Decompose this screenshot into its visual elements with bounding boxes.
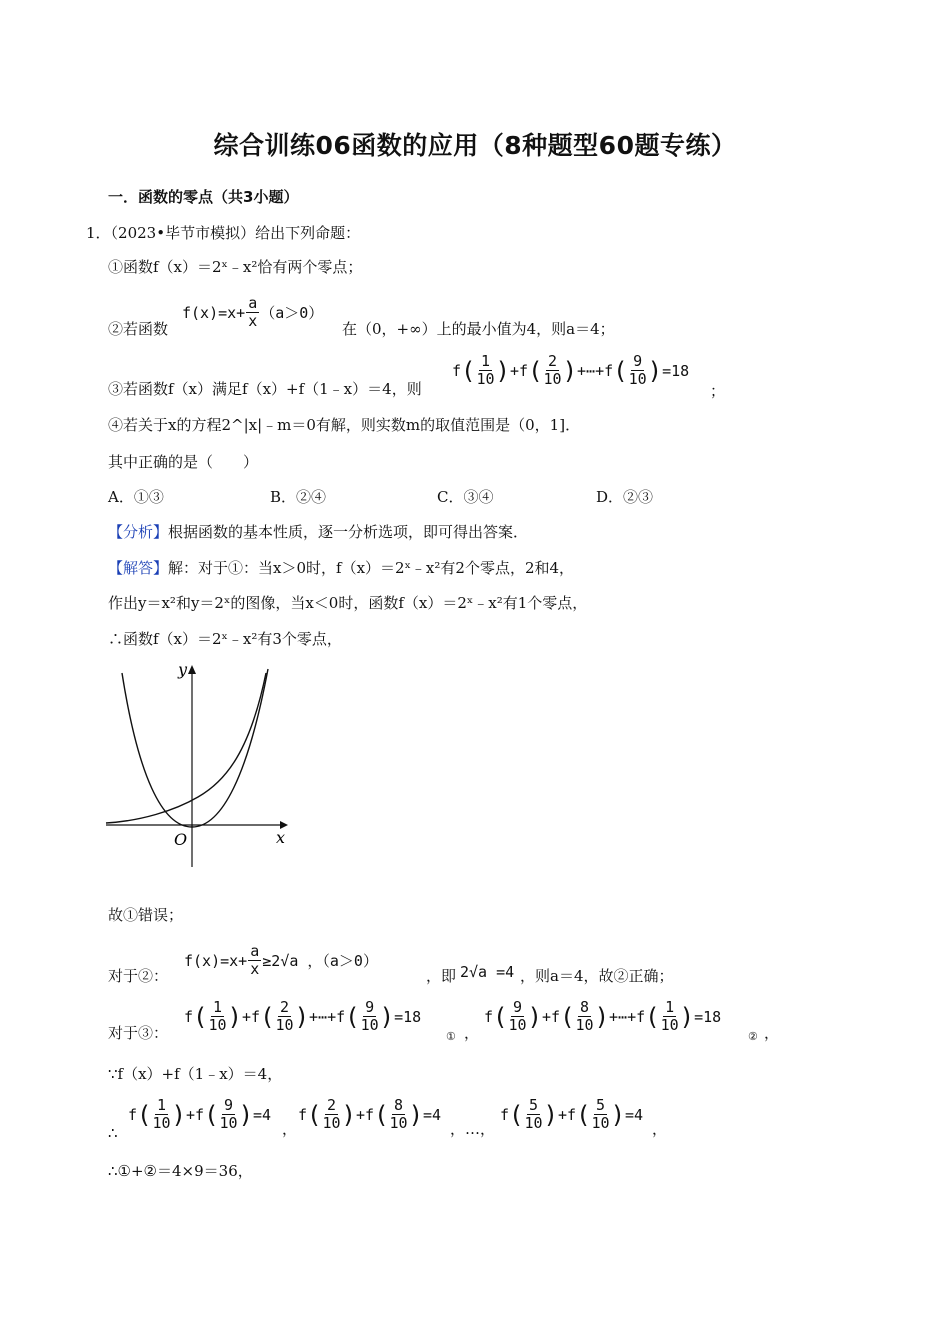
option-b[interactable]: B．②④	[270, 488, 327, 506]
solution-line-4: 故①错误；	[108, 906, 184, 924]
statement-3-end: ；	[710, 382, 726, 400]
solution-line-5-mid: ，即	[426, 967, 457, 985]
curve-y-eq-x-squared	[122, 669, 268, 827]
option-a[interactable]: A．①③	[108, 488, 164, 506]
option-c[interactable]: C．③④	[437, 488, 494, 506]
statement-2-lead: ②若函数	[108, 320, 169, 338]
solution-line-8-sep: ，	[282, 1120, 298, 1138]
solution-line-6-lead: 对于③：	[108, 1024, 169, 1042]
statement-3-formula: f ( $\frac{1}{10}$ ) +f ( $\frac{2}{10}$ ) +⋯+f ( $\frac{9}{10}$ ) =18	[452, 352, 690, 388]
solution-text-1: 解：对于①：当x＞0时，f（x）＝2ˣ﹣x²有2个零点，2和4，	[168, 559, 575, 577]
statement-1: ①函数f（x）＝2ˣ﹣x²恰有两个零点；	[108, 258, 363, 276]
solution-tag: 【解答】	[108, 559, 169, 577]
solution-line-8-formula-2: f ( $\frac{2}{10}$ ) +f ( $\frac{8}{10}$ ) =4	[298, 1096, 442, 1132]
solution-line-8-dots: ，…，	[450, 1120, 496, 1138]
solution-line-7: ∵f（x）+f（1﹣x）＝4，	[108, 1065, 283, 1083]
solution-line-8-formula-1: f ( $\frac{1}{10}$ ) +f ( $\frac{9}{10}$ ) =4	[128, 1096, 272, 1132]
origin-label: O	[174, 830, 188, 849]
analysis-text: 根据函数的基本性质，逐一分析选项，即可得出答案．	[168, 523, 529, 541]
label-1: ①	[446, 1030, 456, 1043]
solution-line-5-lead: 对于②：	[108, 967, 169, 985]
solution-line-3: ∴函数f（x）＝2ˣ﹣x²有3个零点，	[108, 630, 342, 648]
y-axis-label: y	[178, 660, 188, 679]
solution-line-6-end: ，	[764, 1024, 780, 1042]
y-axis-arrow	[188, 665, 196, 674]
solution-line-5-formula: f(x)=x+ $\frac{a}{x}$ ≥2√a ，（a＞0）	[184, 942, 378, 978]
option-d[interactable]: D．②③	[596, 488, 654, 506]
solution-line-6-formula-1: f ( $\frac{1}{10}$ ) +f ( $\frac{2}{10}$ ) +⋯+f ( $\frac{9}{10}$ ) =18	[184, 998, 422, 1034]
statement-4: ④若关于x的方程2^|x|﹣m＝0有解，则实数m的取值范围是（0，1]．	[108, 416, 581, 434]
question-header: 1．（2023•毕节市模拟）给出下列命题：	[86, 224, 361, 242]
solution-line-8-formula-3: f ( $\frac{5}{10}$ ) +f ( $\frac{5}{10}$ ) =4	[500, 1096, 644, 1132]
question-ask: 其中正确的是（ ）	[108, 453, 259, 471]
solution-line-6-comma: ，	[464, 1024, 480, 1042]
analysis-tag: 【分析】	[108, 523, 169, 541]
label-2: ②	[748, 1030, 758, 1043]
solution-line-5-tail: ，则a＝4，故②正确；	[520, 967, 674, 985]
curve-y-eq-2-pow-x	[106, 673, 266, 823]
solution-line-2: 作出y＝x²和y＝2ˣ的图像，当x＜0时，函数f（x）＝2ˣ﹣x²有1个零点，	[108, 594, 588, 612]
solution-line-1	[108, 557, 574, 578]
analysis-line	[108, 521, 528, 542]
solution-line-8-end: ，	[652, 1120, 668, 1138]
statement-2-tail: 在（0，+∞）上的最小值为4，则a＝4；	[342, 320, 615, 338]
statement-2-formula: f(x)=x+ $\frac{a}{x}$ （a＞0）	[182, 294, 324, 330]
function-graph	[100, 655, 300, 875]
solution-line-6-formula-2: f ( $\frac{9}{10}$ ) +f ( $\frac{8}{10}$ ) +⋯+f ( $\frac{1}{10}$ ) =18	[484, 998, 722, 1034]
x-axis-label: x	[276, 828, 286, 847]
page-title: 综合训练06函数的应用（8种题型60题专练）	[213, 131, 737, 160]
solution-line-8-lead: ∴	[108, 1124, 118, 1142]
statement-3-lead: ③若函数f（x）满足f（x）+f（1﹣x）＝4，则	[108, 380, 422, 398]
solution-line-9: ∴①+②＝4×9＝36，	[108, 1162, 253, 1180]
section-heading: 一．函数的零点（共3小题）	[108, 188, 299, 206]
solution-line-5-formula-2: 2√a =4	[460, 963, 515, 981]
